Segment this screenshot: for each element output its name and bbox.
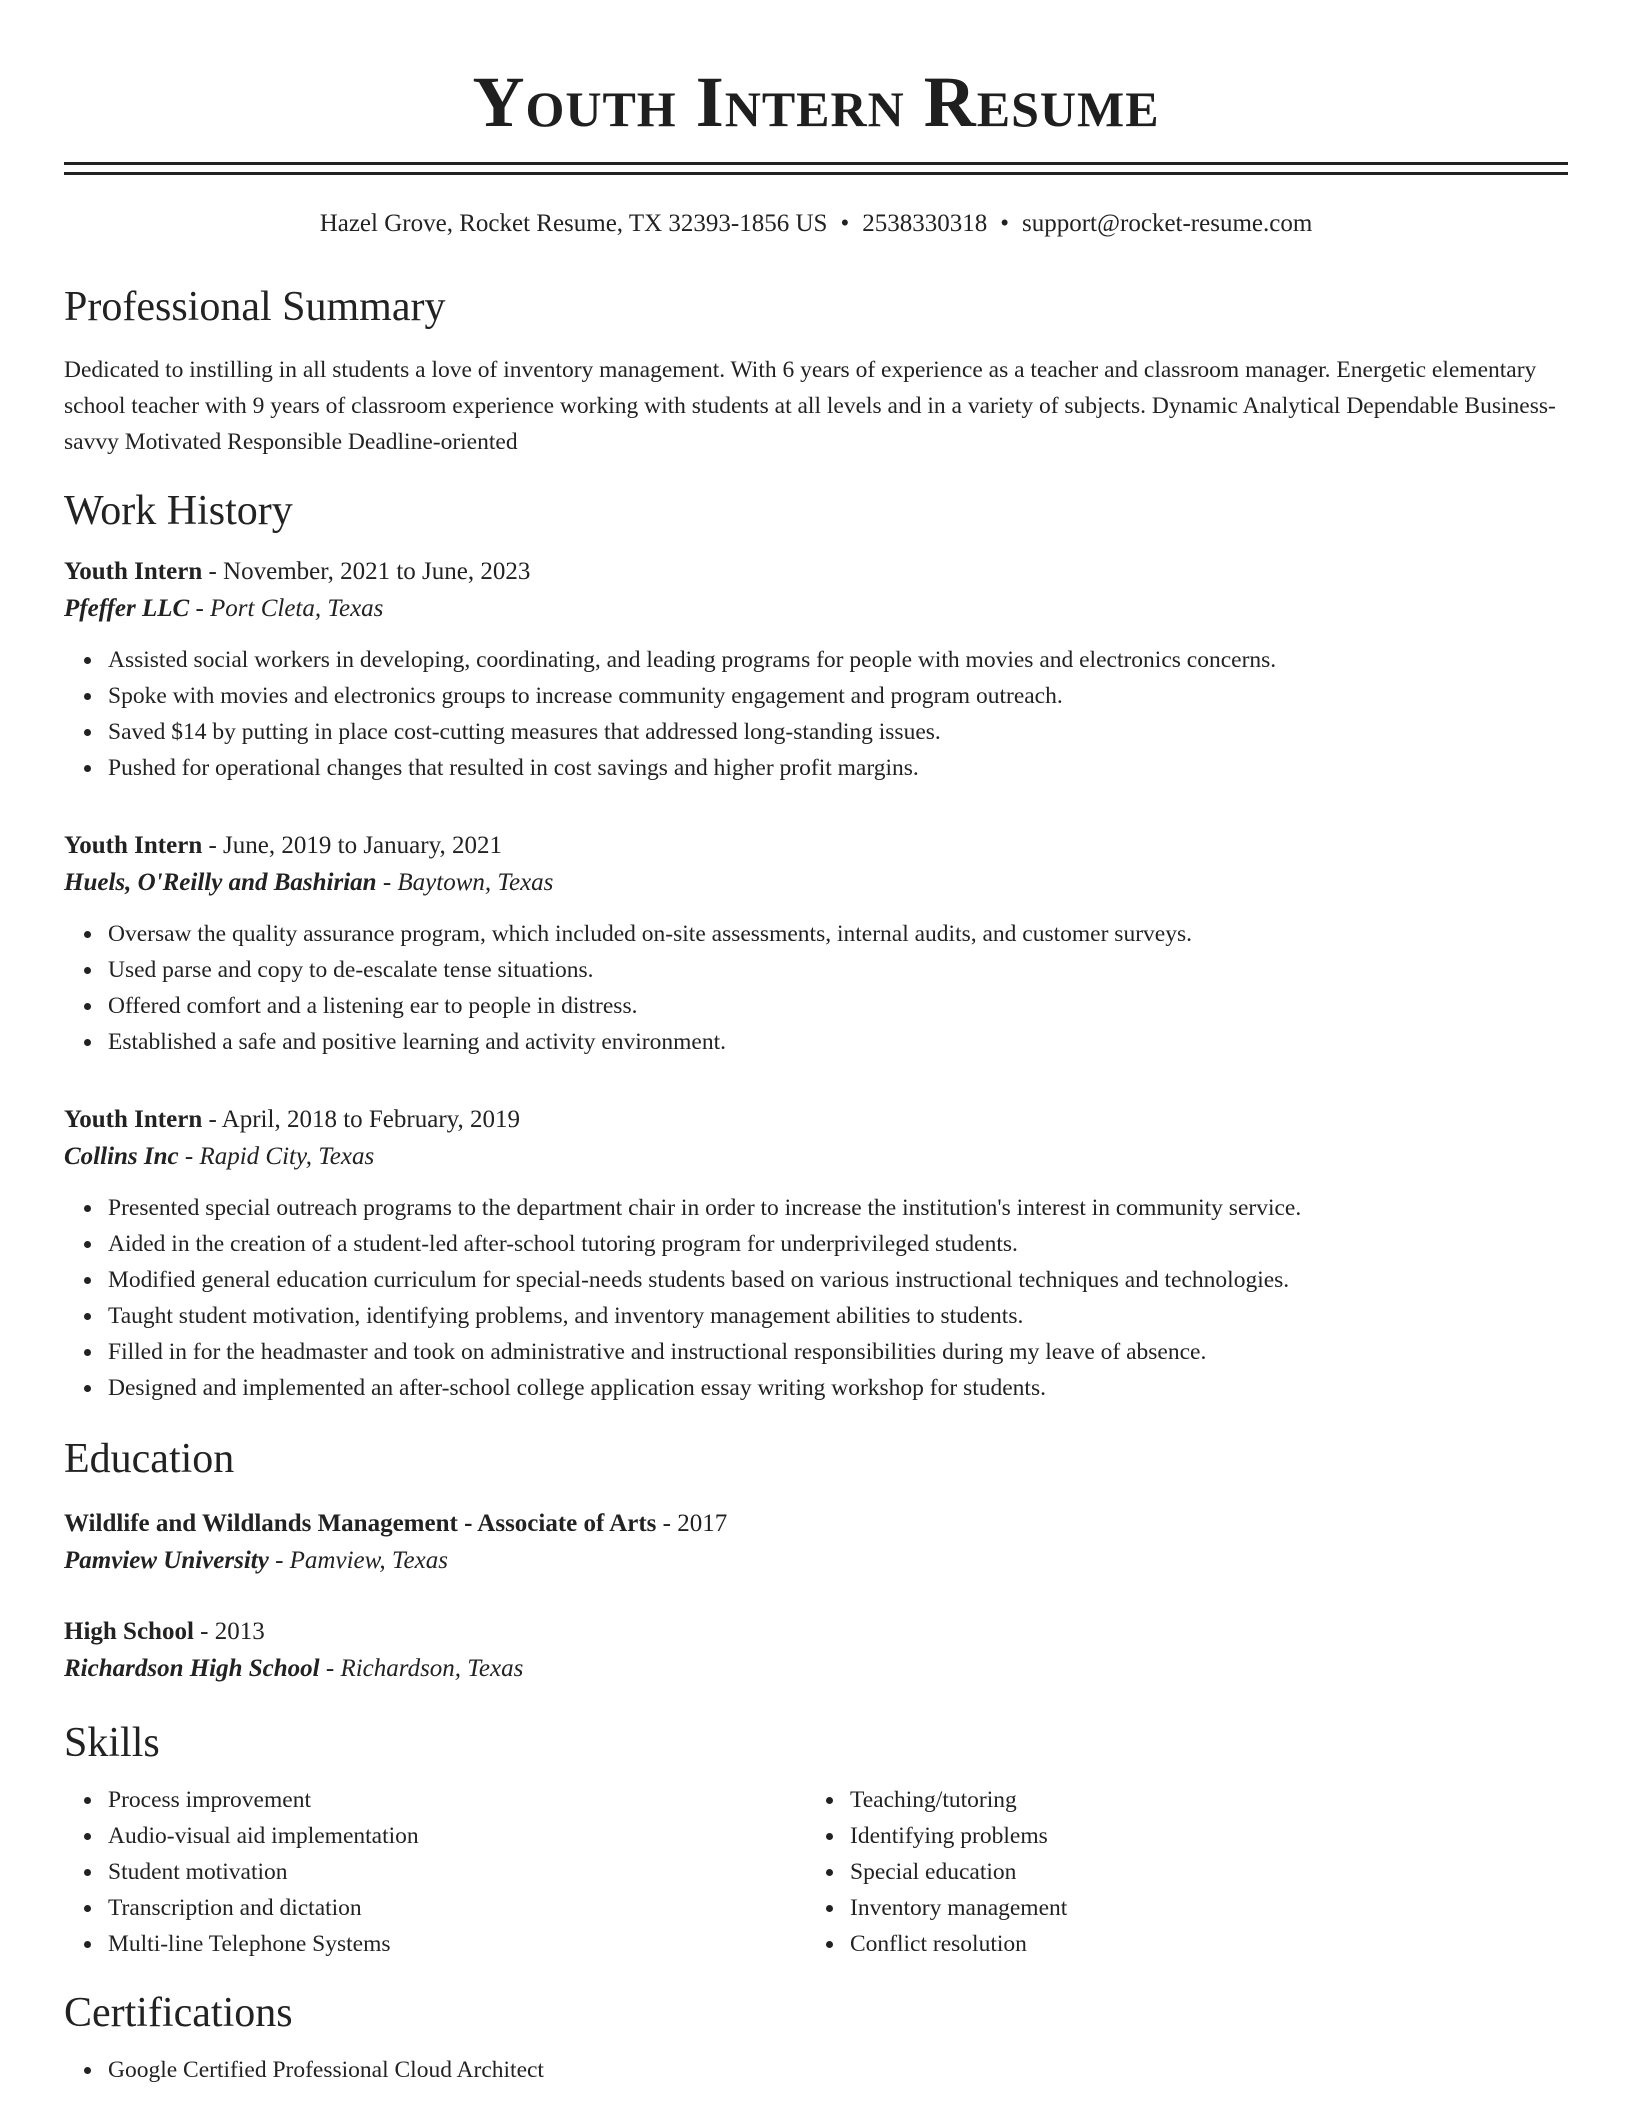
- job-company-line: [64, 1138, 1568, 1176]
- skills-column-left: [64, 1782, 806, 1962]
- job-bullets: [64, 1190, 1568, 1406]
- list-item: Transcription and dictation: [108, 1890, 806, 1926]
- list-item: Audio-visual aid implementation: [108, 1818, 806, 1854]
- job-company: Huels, O'Reilly and Bashirian: [64, 869, 377, 896]
- list-item: Google Certified Professional Cloud Architect: [108, 2052, 1568, 2088]
- list-item: Pushed for operational changes that resulted in cost savings and higher profit margins.: [108, 750, 1568, 786]
- summary-text: Dedicated to instilling in all students a love of inventory management. With 6 years of experience as a teacher and classroom manager. Energetic elementary school teacher with 9 years of classroom experience working with students at all levels and in a variety of subjects. Dynamic Analytical Dependable Business-savvy Motivated Responsible Deadline-oriented: [64, 357, 1556, 455]
- job-entry: [64, 1102, 1568, 1406]
- education-degree-line: [64, 1506, 1568, 1542]
- education-heading: Education: [64, 1436, 235, 1482]
- education-location: - Pamview, Texas: [268, 1547, 448, 1574]
- job-bullets: [64, 916, 1568, 1060]
- list-item: Process improvement: [108, 1782, 806, 1818]
- contact-separator: •: [840, 210, 850, 237]
- education-year: - 2013: [193, 1618, 265, 1645]
- list-item: Established a safe and positive learning and activity environment.: [108, 1024, 1568, 1060]
- list-item: Inventory management: [850, 1890, 1548, 1926]
- job-dates: - November, 2021 to June, 2023: [202, 558, 531, 585]
- skills-list-right: [806, 1782, 1548, 1962]
- list-item: Special education: [850, 1854, 1548, 1890]
- list-item: Multi-line Telephone Systems: [108, 1926, 806, 1962]
- contact-phone: 2538330318: [862, 210, 988, 237]
- job-company: Pfeffer LLC: [64, 595, 190, 622]
- job-title-line: [64, 828, 1568, 864]
- education-school: Richardson High School: [64, 1655, 320, 1682]
- resume-title: Youth Intern Resume: [472, 62, 1160, 142]
- job-title: Youth Intern: [64, 832, 203, 859]
- job-title-line: [64, 554, 1568, 590]
- work-history-heading: Work History: [64, 488, 293, 534]
- education-degree-line: [64, 1614, 1568, 1650]
- list-item: Teaching/tutoring: [850, 1782, 1548, 1818]
- contact-line: [64, 208, 1568, 240]
- job-entry: [64, 828, 1568, 1060]
- list-item: Aided in the creation of a student-led after-school tutoring program for underprivileged students.: [108, 1226, 1568, 1262]
- education-degree: Wildlife and Wildlands Management - Associate of Arts: [64, 1510, 657, 1537]
- list-item: Taught student motivation, identifying problems, and inventory management abilities to students.: [108, 1298, 1568, 1334]
- list-item: Spoke with movies and electronics groups to increase community engagement and program outreach.: [108, 678, 1568, 714]
- list-item: Identifying problems: [850, 1818, 1548, 1854]
- job-company-line: [64, 590, 1568, 628]
- education-year: - 2017: [656, 1510, 728, 1537]
- job-bullets: [64, 642, 1568, 786]
- list-item: Used parse and copy to de-escalate tense situations.: [108, 952, 1568, 988]
- education-entry: [64, 1506, 1568, 1580]
- job-dates: - April, 2018 to February, 2019: [202, 1106, 521, 1133]
- education-school: Pamview University: [64, 1547, 269, 1574]
- list-item: Filled in for the headmaster and took on administrative and instructional responsibilities during my leave of absence.: [108, 1334, 1568, 1370]
- certifications-heading: Certifications: [64, 1990, 293, 2036]
- list-item: Assisted social workers in developing, coordinating, and leading programs for people with movies and electronics concerns.: [108, 642, 1568, 678]
- job-location: - Port Cleta, Texas: [189, 595, 384, 622]
- education-degree: High School: [64, 1618, 194, 1645]
- job-dates: - June, 2019 to January, 2021: [202, 832, 502, 859]
- job-location: - Rapid City, Texas: [178, 1143, 375, 1170]
- contact-address: Hazel Grove, Rocket Resume, TX 32393-1856 US: [319, 210, 828, 237]
- list-item: Conflict resolution: [850, 1926, 1548, 1962]
- list-item: Student motivation: [108, 1854, 806, 1890]
- skills-heading: Skills: [64, 1720, 160, 1766]
- job-company-line: [64, 864, 1568, 902]
- title-rule-thin: [64, 172, 1568, 175]
- list-item: Presented special outreach programs to the department chair in order to increase the institution's interest in community service.: [108, 1190, 1568, 1226]
- skills-grid: [64, 1782, 1568, 1962]
- education-location: - Richardson, Texas: [319, 1655, 524, 1682]
- skills-list-left: [64, 1782, 806, 1962]
- summary-heading: Professional Summary: [64, 284, 446, 330]
- skills-column-right: [806, 1782, 1548, 1962]
- education-entry: [64, 1614, 1568, 1688]
- title-rule-thick: [64, 162, 1568, 165]
- certifications-list: [64, 2052, 1568, 2088]
- job-location: - Baytown, Texas: [376, 869, 554, 896]
- list-item: Designed and implemented an after-school college application essay writing workshop for students.: [108, 1370, 1568, 1406]
- contact-separator: •: [1000, 210, 1009, 237]
- job-title: Youth Intern: [64, 1106, 203, 1133]
- education-school-line: [64, 1542, 1568, 1580]
- job-title: Youth Intern: [64, 558, 203, 585]
- list-item: Offered comfort and a listening ear to people in distress.: [108, 988, 1568, 1024]
- list-item: Modified general education curriculum for special-needs students based on various instructional techniques and technologies.: [108, 1262, 1568, 1298]
- job-entry: [64, 554, 1568, 786]
- education-school-line: [64, 1650, 1568, 1688]
- job-company: Collins Inc: [64, 1143, 179, 1170]
- list-item: Oversaw the quality assurance program, which included on-site assessments, internal audits, and customer surveys.: [108, 916, 1568, 952]
- job-title-line: [64, 1102, 1568, 1138]
- list-item: Saved $14 by putting in place cost-cutting measures that addressed long-standing issues.: [108, 714, 1568, 750]
- contact-email: support@rocket-resume.com: [1022, 210, 1313, 237]
